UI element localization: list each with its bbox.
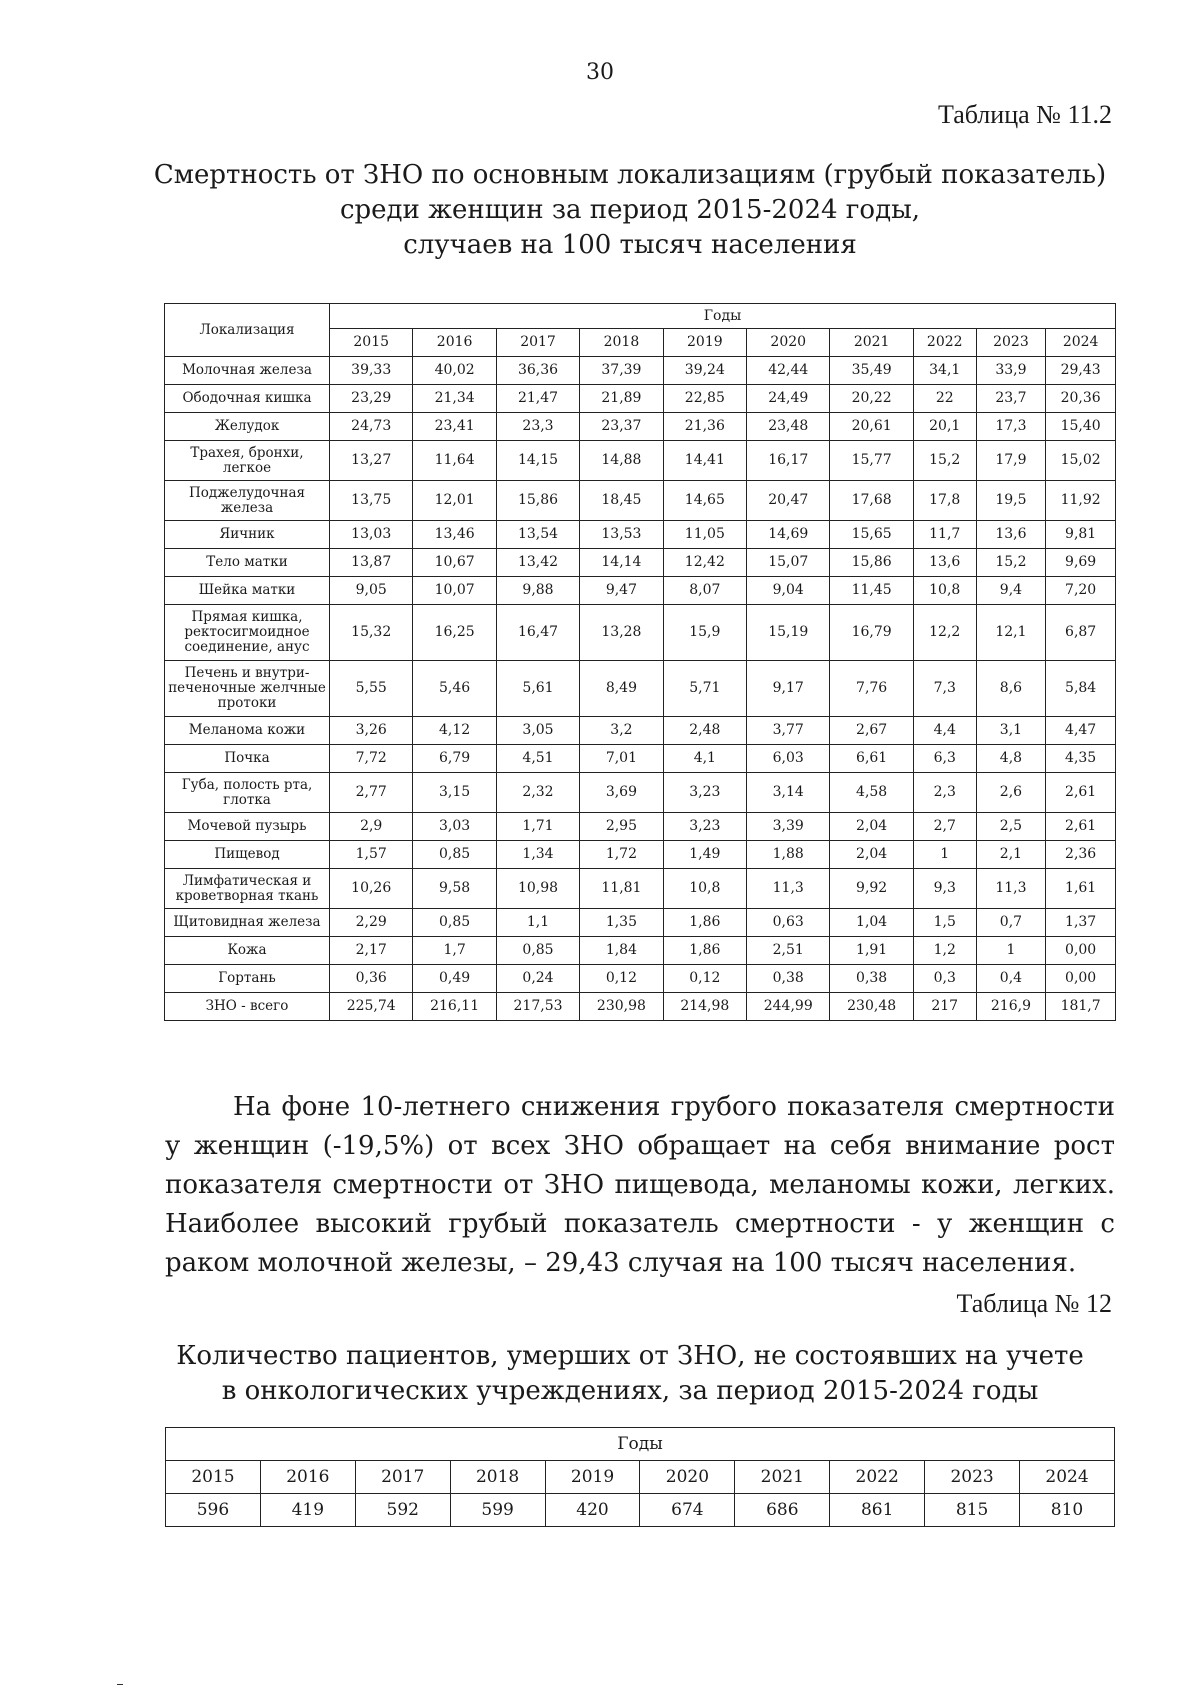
value-cell: 1,71 xyxy=(496,813,579,841)
year-header: 2019 xyxy=(545,1461,640,1494)
value-cell: 0,85 xyxy=(413,909,496,937)
localization-cell: Тело матки xyxy=(165,549,330,577)
value-cell: 10,8 xyxy=(913,577,976,605)
value-cell: 1,57 xyxy=(330,841,413,869)
year-header: 2019 xyxy=(663,329,746,357)
value-cell: 20,47 xyxy=(747,481,830,521)
table-row xyxy=(165,521,1116,549)
localization-cell: Почка xyxy=(165,745,330,773)
value-cell: 216,9 xyxy=(976,993,1046,1021)
value-cell: 1 xyxy=(913,841,976,869)
value-cell: 0,85 xyxy=(413,841,496,869)
year-header: 2016 xyxy=(260,1461,355,1494)
value-cell: 12,2 xyxy=(913,605,976,661)
value-cell: 6,61 xyxy=(830,745,913,773)
value-cell: 7,01 xyxy=(580,745,663,773)
value-cell: 3,77 xyxy=(747,717,830,745)
value-cell: 13,87 xyxy=(330,549,413,577)
value-cell: 0,36 xyxy=(330,965,413,993)
value-cell: 2,7 xyxy=(913,813,976,841)
value-cell: 42,44 xyxy=(747,357,830,385)
year-header: 2022 xyxy=(830,1461,925,1494)
value-cell: 24,73 xyxy=(330,413,413,441)
value-cell: 3,2 xyxy=(580,717,663,745)
value-cell: 39,24 xyxy=(663,357,746,385)
value-cell: 2,61 xyxy=(1046,813,1116,841)
value-cell: 1 xyxy=(976,937,1046,965)
year-header: 2015 xyxy=(166,1461,261,1494)
value-cell: 181,7 xyxy=(1046,993,1116,1021)
value-cell: 2,36 xyxy=(1046,841,1116,869)
value-cell: 5,84 xyxy=(1046,661,1116,717)
value-cell: 13,28 xyxy=(580,605,663,661)
value-cell: 20,1 xyxy=(913,413,976,441)
table-row xyxy=(165,661,1116,717)
value-cell: 2,51 xyxy=(747,937,830,965)
value-cell: 14,88 xyxy=(580,441,663,481)
value-cell: 3,26 xyxy=(330,717,413,745)
value-cell: 596 xyxy=(166,1494,261,1527)
value-cell: 16,17 xyxy=(747,441,830,481)
table-row xyxy=(165,813,1116,841)
value-cell: 23,7 xyxy=(976,385,1046,413)
year-header: 2023 xyxy=(925,1461,1020,1494)
value-cell: 4,35 xyxy=(1046,745,1116,773)
value-cell: 214,98 xyxy=(663,993,746,1021)
value-cell: 1,91 xyxy=(830,937,913,965)
value-cell: 0,24 xyxy=(496,965,579,993)
value-cell: 13,46 xyxy=(413,521,496,549)
value-cell: 2,04 xyxy=(830,841,913,869)
value-cell: 23,41 xyxy=(413,413,496,441)
value-cell: 19,5 xyxy=(976,481,1046,521)
value-cell: 11,64 xyxy=(413,441,496,481)
value-cell: 15,02 xyxy=(1046,441,1116,481)
localization-cell: Мочевой пузырь xyxy=(165,813,330,841)
table-row xyxy=(165,549,1116,577)
value-cell: 1,61 xyxy=(1046,869,1116,909)
value-cell: 10,26 xyxy=(330,869,413,909)
year-header: 2017 xyxy=(496,329,579,357)
value-cell: 2,9 xyxy=(330,813,413,841)
value-cell: 23,29 xyxy=(330,385,413,413)
value-cell: 3,69 xyxy=(580,773,663,813)
value-cell: 9,3 xyxy=(913,869,976,909)
value-cell: 3,03 xyxy=(413,813,496,841)
value-cell: 1,34 xyxy=(496,841,579,869)
value-cell: 17,68 xyxy=(830,481,913,521)
value-cell: 0,00 xyxy=(1046,937,1116,965)
value-cell: 7,72 xyxy=(330,745,413,773)
value-cell: 8,07 xyxy=(663,577,746,605)
value-cell: 14,41 xyxy=(663,441,746,481)
value-cell: 15,9 xyxy=(663,605,746,661)
value-cell: 6,3 xyxy=(913,745,976,773)
table-row xyxy=(165,441,1116,481)
value-cell: 0,38 xyxy=(747,965,830,993)
value-cell: 2,6 xyxy=(976,773,1046,813)
value-cell: 22 xyxy=(913,385,976,413)
value-cell: 9,58 xyxy=(413,869,496,909)
value-cell: 2,5 xyxy=(976,813,1046,841)
year-header: 2020 xyxy=(747,329,830,357)
value-cell: 0,38 xyxy=(830,965,913,993)
value-cell: 419 xyxy=(260,1494,355,1527)
value-cell: 20,61 xyxy=(830,413,913,441)
table-row xyxy=(165,717,1116,745)
value-cell: 24,49 xyxy=(747,385,830,413)
value-cell: 3,14 xyxy=(747,773,830,813)
value-cell: 15,86 xyxy=(830,549,913,577)
margin-mark xyxy=(117,1684,123,1685)
value-cell: 17,9 xyxy=(976,441,1046,481)
value-cell: 1,5 xyxy=(913,909,976,937)
value-cell: 11,3 xyxy=(747,869,830,909)
value-cell: 1,1 xyxy=(496,909,579,937)
value-cell: 0,85 xyxy=(496,937,579,965)
value-cell: 16,25 xyxy=(413,605,496,661)
header-years: Годы xyxy=(330,304,1116,329)
value-cell: 230,48 xyxy=(830,993,913,1021)
table-row xyxy=(165,385,1116,413)
value-cell: 13,27 xyxy=(330,441,413,481)
localization-cell: Ободочная кишка xyxy=(165,385,330,413)
table-row xyxy=(165,841,1116,869)
value-cell: 37,39 xyxy=(580,357,663,385)
value-cell: 674 xyxy=(640,1494,735,1527)
value-cell: 14,15 xyxy=(496,441,579,481)
value-cell: 230,98 xyxy=(580,993,663,1021)
value-cell: 34,1 xyxy=(913,357,976,385)
table-row xyxy=(165,937,1116,965)
value-cell: 5,61 xyxy=(496,661,579,717)
value-cell: 1,88 xyxy=(747,841,830,869)
table-row xyxy=(165,413,1116,441)
value-cell: 2,48 xyxy=(663,717,746,745)
value-cell: 21,47 xyxy=(496,385,579,413)
value-cell: 13,6 xyxy=(913,549,976,577)
value-cell: 4,1 xyxy=(663,745,746,773)
value-cell: 14,65 xyxy=(663,481,746,521)
value-cell: 2,32 xyxy=(496,773,579,813)
table-12-caption xyxy=(150,1339,1110,1409)
value-cell: 16,79 xyxy=(830,605,913,661)
value-cell: 1,86 xyxy=(663,909,746,937)
localization-cell: Щитовидная железа xyxy=(165,909,330,937)
value-cell: 225,74 xyxy=(330,993,413,1021)
table-12-label: Таблица № 12 xyxy=(956,1289,1112,1318)
value-cell: 1,35 xyxy=(580,909,663,937)
value-cell: 11,7 xyxy=(913,521,976,549)
value-cell: 2,67 xyxy=(830,717,913,745)
value-cell: 9,17 xyxy=(747,661,830,717)
value-cell: 1,72 xyxy=(580,841,663,869)
value-cell: 13,6 xyxy=(976,521,1046,549)
value-cell: 1,86 xyxy=(663,937,746,965)
localization-cell: Печень и внутри-печеночные желчные протоки xyxy=(165,661,330,717)
value-cell: 5,71 xyxy=(663,661,746,717)
value-cell: 35,49 xyxy=(830,357,913,385)
value-cell: 10,8 xyxy=(663,869,746,909)
year-header: 2023 xyxy=(976,329,1046,357)
value-cell: 13,54 xyxy=(496,521,579,549)
value-cell: 1,04 xyxy=(830,909,913,937)
year-header: 2024 xyxy=(1020,1461,1115,1494)
localization-cell: Желудок xyxy=(165,413,330,441)
table-row xyxy=(165,869,1116,909)
value-cell: 0,12 xyxy=(663,965,746,993)
localization-cell: Меланома кожи xyxy=(165,717,330,745)
body-paragraph: На фоне 10-летнего снижения грубого показателя смертности у женщин (-19,5%) от всех ЗНО обращает на себя внимание рост показателя смертности от ЗНО пищевода, меланомы кожи, легких. Наиболее высокий грубый показатель смертности - у женщин с раком молочной железы, – 29,43 случая на 100 тысяч населения. xyxy=(165,1092,1115,1278)
header-years: Годы xyxy=(166,1428,1115,1461)
localization-cell: Прямая кишка, ректосигмоидное соединение, анус xyxy=(165,605,330,661)
value-cell: 3,1 xyxy=(976,717,1046,745)
value-cell: 40,02 xyxy=(413,357,496,385)
value-cell: 3,23 xyxy=(663,773,746,813)
localization-cell: Трахея, бронхи, легкое xyxy=(165,441,330,481)
localization-cell: Пищевод xyxy=(165,841,330,869)
value-cell: 18,45 xyxy=(580,481,663,521)
value-cell: 4,4 xyxy=(913,717,976,745)
value-cell: 217 xyxy=(913,993,976,1021)
value-cell: 6,03 xyxy=(747,745,830,773)
value-cell: 15,19 xyxy=(747,605,830,661)
value-cell: 29,43 xyxy=(1046,357,1116,385)
value-cell: 4,8 xyxy=(976,745,1046,773)
caption-line: случаев на 100 тысяч населения xyxy=(403,230,857,260)
value-cell: 12,1 xyxy=(976,605,1046,661)
value-cell: 10,98 xyxy=(496,869,579,909)
value-cell: 11,92 xyxy=(1046,481,1116,521)
value-cell: 21,36 xyxy=(663,413,746,441)
table-11-2-caption xyxy=(150,158,1110,263)
localization-cell: Шейка матки xyxy=(165,577,330,605)
caption-line: среди женщин за период 2015-2024 годы, xyxy=(339,195,921,225)
year-header: 2024 xyxy=(1046,329,1116,357)
localization-cell: Поджелудочная железа xyxy=(165,481,330,521)
value-cell: 39,33 xyxy=(330,357,413,385)
value-cell: 2,1 xyxy=(976,841,1046,869)
year-header: 2021 xyxy=(735,1461,830,1494)
value-cell: 15,40 xyxy=(1046,413,1116,441)
value-cell: 0,49 xyxy=(413,965,496,993)
table-row xyxy=(165,605,1116,661)
value-cell: 9,05 xyxy=(330,577,413,605)
value-cell: 2,17 xyxy=(330,937,413,965)
localization-cell: Кожа xyxy=(165,937,330,965)
value-cell: 14,69 xyxy=(747,521,830,549)
value-cell: 16,47 xyxy=(496,605,579,661)
value-cell: 22,85 xyxy=(663,385,746,413)
header-localization: Локализация xyxy=(165,304,330,357)
value-cell: 0,63 xyxy=(747,909,830,937)
value-cell: 14,14 xyxy=(580,549,663,577)
value-cell: 20,36 xyxy=(1046,385,1116,413)
table-row xyxy=(165,965,1116,993)
value-cell: 8,6 xyxy=(976,661,1046,717)
year-header: 2017 xyxy=(355,1461,450,1494)
value-cell: 7,76 xyxy=(830,661,913,717)
value-cell: 12,42 xyxy=(663,549,746,577)
value-cell: 0,12 xyxy=(580,965,663,993)
value-cell: 10,07 xyxy=(413,577,496,605)
year-header: 2018 xyxy=(580,329,663,357)
value-cell: 15,77 xyxy=(830,441,913,481)
value-cell: 17,3 xyxy=(976,413,1046,441)
value-cell: 9,69 xyxy=(1046,549,1116,577)
table-row xyxy=(165,745,1116,773)
value-cell: 9,04 xyxy=(747,577,830,605)
value-cell: 4,12 xyxy=(413,717,496,745)
value-cell: 217,53 xyxy=(496,993,579,1021)
value-cell: 420 xyxy=(545,1494,640,1527)
table-row xyxy=(165,773,1116,813)
table-row xyxy=(165,481,1116,521)
value-cell: 11,45 xyxy=(830,577,913,605)
table-row xyxy=(165,993,1116,1021)
value-cell: 3,39 xyxy=(747,813,830,841)
value-cell: 13,75 xyxy=(330,481,413,521)
value-cell: 5,46 xyxy=(413,661,496,717)
localization-cell: Молочная железа xyxy=(165,357,330,385)
value-cell: 592 xyxy=(355,1494,450,1527)
value-cell: 7,3 xyxy=(913,661,976,717)
year-header: 2015 xyxy=(330,329,413,357)
value-cell: 11,81 xyxy=(580,869,663,909)
value-cell: 2,95 xyxy=(580,813,663,841)
year-header: 2022 xyxy=(913,329,976,357)
caption-line: Смертность от ЗНО по основным локализациям (грубый показатель) xyxy=(153,160,1107,190)
year-header: 2020 xyxy=(640,1461,735,1494)
value-cell: 2,61 xyxy=(1046,773,1116,813)
value-cell: 861 xyxy=(830,1494,925,1527)
caption-line: в онкологических учреждениях, за период 2015-2024 годы xyxy=(221,1376,1039,1406)
value-cell: 15,2 xyxy=(976,549,1046,577)
value-cell: 15,2 xyxy=(913,441,976,481)
value-cell: 7,20 xyxy=(1046,577,1116,605)
value-cell: 15,86 xyxy=(496,481,579,521)
value-cell: 23,37 xyxy=(580,413,663,441)
value-cell: 2,3 xyxy=(913,773,976,813)
page-number: 30 xyxy=(586,60,614,85)
value-cell: 11,3 xyxy=(976,869,1046,909)
localization-cell: ЗНО - всего xyxy=(165,993,330,1021)
year-header: 2018 xyxy=(450,1461,545,1494)
value-cell: 815 xyxy=(925,1494,1020,1527)
value-cell: 2,29 xyxy=(330,909,413,937)
value-cell: 2,04 xyxy=(830,813,913,841)
caption-line: Количество пациентов, умерших от ЗНО, не состоявших на учете xyxy=(176,1341,1084,1371)
value-cell: 21,89 xyxy=(580,385,663,413)
value-cell: 9,92 xyxy=(830,869,913,909)
value-cell: 10,67 xyxy=(413,549,496,577)
value-cell: 17,8 xyxy=(913,481,976,521)
value-cell: 0,00 xyxy=(1046,965,1116,993)
value-cell: 0,3 xyxy=(913,965,976,993)
value-cell: 599 xyxy=(450,1494,545,1527)
value-cell: 15,32 xyxy=(330,605,413,661)
mortality-table xyxy=(164,303,1116,1021)
value-cell: 3,23 xyxy=(663,813,746,841)
value-cell: 9,81 xyxy=(1046,521,1116,549)
year-header: 2016 xyxy=(413,329,496,357)
value-cell: 11,05 xyxy=(663,521,746,549)
value-cell: 5,55 xyxy=(330,661,413,717)
value-cell: 33,9 xyxy=(976,357,1046,385)
value-cell: 13,03 xyxy=(330,521,413,549)
year-header: 2021 xyxy=(830,329,913,357)
value-cell: 15,07 xyxy=(747,549,830,577)
value-cell: 13,42 xyxy=(496,549,579,577)
value-cell: 9,4 xyxy=(976,577,1046,605)
value-cell: 1,37 xyxy=(1046,909,1116,937)
value-cell: 21,34 xyxy=(413,385,496,413)
table-row xyxy=(165,909,1116,937)
localization-cell: Гортань xyxy=(165,965,330,993)
value-cell: 12,01 xyxy=(413,481,496,521)
value-cell: 4,47 xyxy=(1046,717,1116,745)
value-cell: 0,4 xyxy=(976,965,1046,993)
value-cell: 4,51 xyxy=(496,745,579,773)
value-cell: 3,15 xyxy=(413,773,496,813)
value-cell: 1,49 xyxy=(663,841,746,869)
value-cell: 216,11 xyxy=(413,993,496,1021)
table-row xyxy=(165,577,1116,605)
value-cell: 244,99 xyxy=(747,993,830,1021)
value-cell: 20,22 xyxy=(830,385,913,413)
localization-cell: Лимфатическая и кроветворная ткань xyxy=(165,869,330,909)
value-cell: 6,79 xyxy=(413,745,496,773)
value-cell: 1,84 xyxy=(580,937,663,965)
value-cell: 23,3 xyxy=(496,413,579,441)
localization-cell: Губа, полость рта, глотка xyxy=(165,773,330,813)
value-cell: 6,87 xyxy=(1046,605,1116,661)
localization-cell: Яичник xyxy=(165,521,330,549)
value-cell: 2,77 xyxy=(330,773,413,813)
value-cell: 0,7 xyxy=(976,909,1046,937)
value-cell: 1,2 xyxy=(913,937,976,965)
value-cell: 23,48 xyxy=(747,413,830,441)
value-cell: 810 xyxy=(1020,1494,1115,1527)
value-cell: 13,53 xyxy=(580,521,663,549)
value-cell: 3,05 xyxy=(496,717,579,745)
value-cell: 36,36 xyxy=(496,357,579,385)
value-cell: 9,88 xyxy=(496,577,579,605)
deaths-unregistered-table xyxy=(165,1427,1115,1527)
value-cell: 8,49 xyxy=(580,661,663,717)
value-cell: 15,65 xyxy=(830,521,913,549)
value-cell: 686 xyxy=(735,1494,830,1527)
table-row xyxy=(165,357,1116,385)
value-cell: 1,7 xyxy=(413,937,496,965)
value-cell: 4,58 xyxy=(830,773,913,813)
table-11-2-label: Таблица № 11.2 xyxy=(937,100,1112,129)
value-cell: 9,47 xyxy=(580,577,663,605)
